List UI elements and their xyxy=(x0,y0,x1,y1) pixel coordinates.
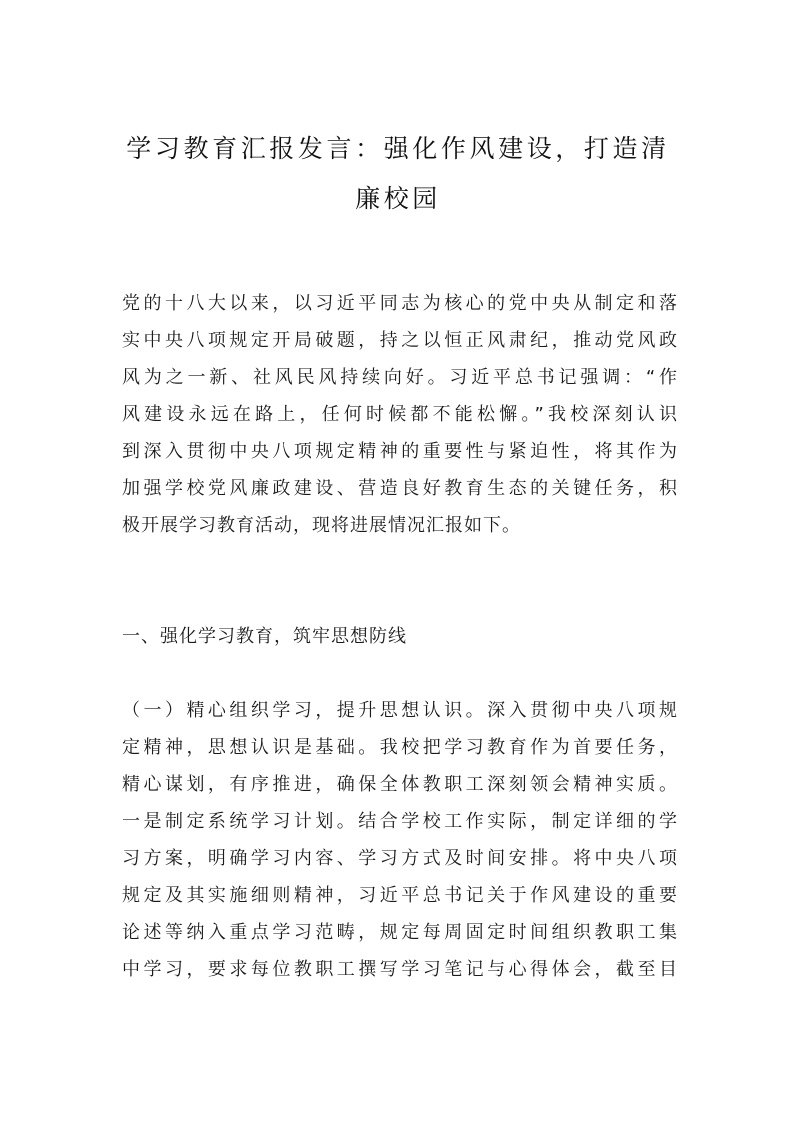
intro-line: 风为之一新、社风民风持续向好。习近平总书记强调：“作 xyxy=(122,367,678,388)
subsection-line: 一是制定系统学习计划。结合学校工作实际，制定详细的学 xyxy=(122,811,678,832)
subsection-line: （一）精心组织学习，提升思想认识。深入贯彻中央八项规 xyxy=(122,700,678,721)
intro-paragraph xyxy=(122,285,678,544)
subsection-line: 习方案，明确学习内容、学习方式及时间安排。将中央八项 xyxy=(122,848,678,869)
subsection-line: 论述等纳入重点学习范畴，规定每周固定时间组织教职工集 xyxy=(122,922,678,943)
intro-line: 极开展学习教育活动，现将进展情况汇报如下。 xyxy=(122,515,521,536)
intro-line: 加强学校党风廉政建设、营造良好教育生态的关键任务，积 xyxy=(122,478,678,499)
subsection-line: 规定及其实施细则精神，习近平总书记关于作风建设的重要 xyxy=(122,885,678,906)
title-line-1: 学习教育汇报发言：强化作风建设，打造清 xyxy=(126,134,670,163)
subsection-paragraph-1 xyxy=(122,692,678,988)
intro-line: 党的十八大以来，以习近平同志为核心的党中央从制定和落 xyxy=(122,293,678,314)
subsection-line: 中学习，要求每位教职工撰写学习笔记与心得体会，截至目 xyxy=(122,959,678,980)
subsection-line: 精心谋划，有序推进，确保全体教职工深刻领会精神实质。 xyxy=(122,774,678,795)
section-heading-1 xyxy=(122,618,678,655)
title-line-2: 廉校园 xyxy=(355,184,441,213)
document-title xyxy=(122,124,674,224)
intro-line: 实中央八项规定开局破题，持之以恒正风肃纪，推动党风政 xyxy=(122,330,678,351)
section-heading-text: 一、强化学习教育，筑牢思想防线 xyxy=(122,626,407,647)
intro-line: 到深入贯彻中央八项规定精神的重要性与紧迫性，将其作为 xyxy=(122,441,678,462)
subsection-line: 定精神，思想认识是基础。我校把学习教育作为首要任务， xyxy=(122,737,678,758)
intro-line: 风建设永远在路上，任何时候都不能松懈。”我校深刻认识 xyxy=(122,404,678,425)
